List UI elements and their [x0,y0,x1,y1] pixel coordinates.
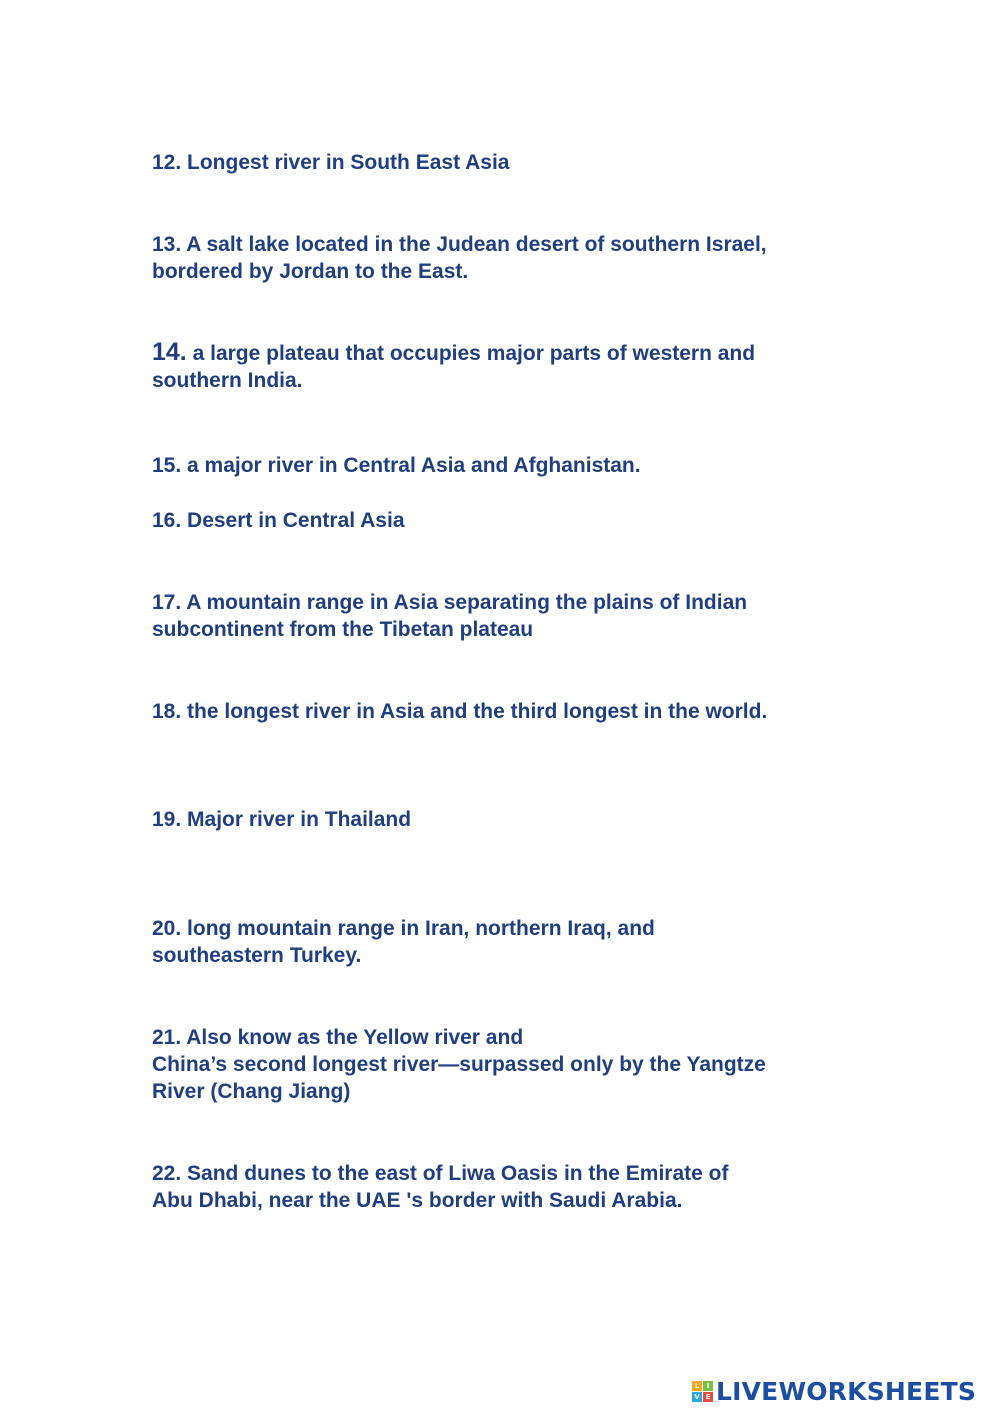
question-line: 21. Also know as the Yellow river and [152,1026,524,1049]
question-line: bordered by Jordan to the East. [152,260,469,283]
question-16 [152,507,872,534]
question-20 [152,915,872,969]
question-12 [152,149,872,176]
question-line: River (Chang Jiang) [152,1080,351,1103]
question-line: subcontinent from the Tibetan plateau [152,618,534,641]
question-18 [152,698,872,725]
question-line: southern India. [152,369,303,392]
liveworksheets-logo-icon [692,1381,713,1402]
question-line: 20. long mountain range in Iran, northern Iraq, and [152,917,655,940]
liveworksheets-logo-text: LIVEWORKSHEETS [716,1376,977,1406]
question-line: 22. Sand dunes to the east of Liwa Oasis in the Emirate of [152,1162,729,1185]
question-17 [152,589,872,643]
question-14 [152,339,872,394]
liveworksheets-logo [692,1376,976,1406]
question-19 [152,806,872,833]
question-line [152,339,872,367]
logo-mark-letter: V [692,1392,702,1402]
logo-mark-letter: I [703,1381,713,1391]
question-line: 17. A mountain range in Asia separating the plains of Indian [152,591,748,614]
question-line: southeastern Turkey. [152,944,362,967]
question-15 [152,452,872,479]
question-line: 12. Longest river in South East Asia [152,151,510,174]
question-13 [152,231,872,285]
question-21 [152,1024,872,1105]
logo-mark-letter: L [692,1381,702,1391]
question-text: a large plateau that occupies major parts of western and [186,342,756,365]
question-line: 19. Major river in Thailand [152,808,412,831]
question-line: China’s second longest river—surpassed only by the Yangtze [152,1053,766,1076]
question-line: 13. A salt lake located in the Judean desert of southern Israel, [152,233,767,256]
question-line: 18. the longest river in Asia and the third longest in the world. [152,700,768,723]
question-22 [152,1160,872,1214]
question-line: 15. a major river in Central Asia and Afghanistan. [152,454,641,477]
question-line: 16. Desert in Central Asia [152,509,405,532]
question-line: Abu Dhabi, near the UAE 's border with Saudi Arabia. [152,1189,683,1212]
question-number: 14. [152,338,187,366]
logo-mark-letter: E [703,1392,713,1402]
